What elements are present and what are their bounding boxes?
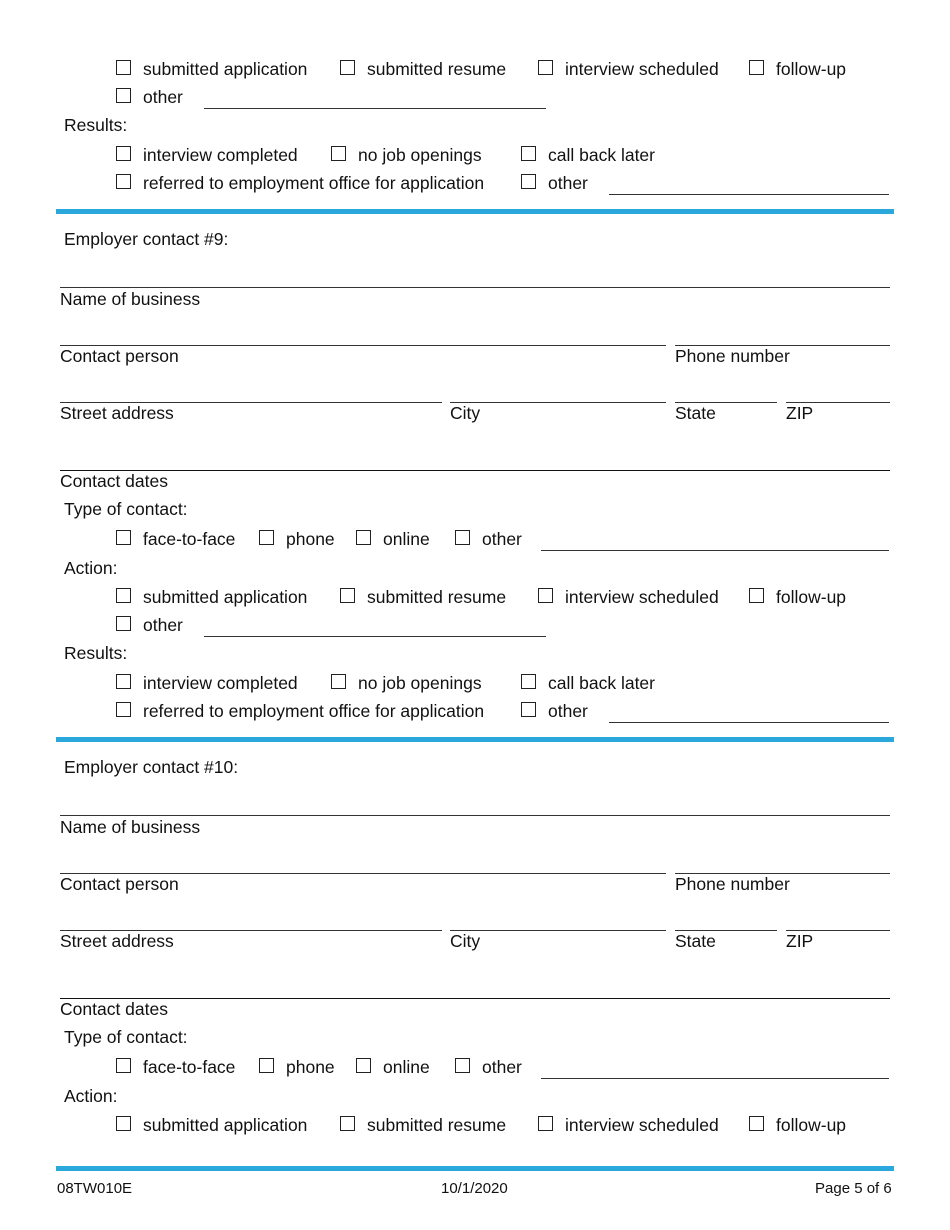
checkbox-results-other[interactable] — [521, 174, 536, 189]
label-submitted-resume: submitted resume — [367, 587, 507, 607]
label-type-other: other — [482, 529, 522, 549]
type-other-input-line[interactable] — [541, 550, 889, 551]
checkbox-action-other[interactable] — [116, 88, 131, 103]
label-follow-up: follow-up — [776, 1115, 847, 1135]
label-submitted-resume: submitted resume — [367, 1115, 507, 1135]
label-interview-completed: interview completed — [143, 145, 298, 165]
label-type-other: other — [482, 1057, 522, 1077]
checkbox-results-other[interactable] — [521, 702, 536, 717]
checkbox-interview-scheduled[interactable] — [538, 60, 553, 75]
label-street-address: Street address — [60, 931, 174, 951]
label-interview-completed: interview completed — [143, 673, 298, 693]
label-online: online — [383, 1057, 430, 1077]
label-no-job-openings: no job openings — [358, 145, 482, 165]
checkbox-submitted-application[interactable] — [116, 588, 131, 603]
checkbox-follow-up[interactable] — [749, 1116, 764, 1131]
label-contact-person: Contact person — [60, 874, 179, 894]
label-call-back-later: call back later — [548, 673, 655, 693]
type-of-contact-label: Type of contact: — [64, 1027, 188, 1047]
action-label: Action: — [64, 1086, 118, 1106]
label-action-other: other — [143, 615, 183, 635]
label-zip: ZIP — [786, 931, 814, 951]
action-other-input-line[interactable] — [204, 108, 546, 109]
footer-divider — [56, 1166, 894, 1171]
label-referred: referred to employment office for application — [143, 701, 485, 721]
checkbox-referred[interactable] — [116, 702, 131, 717]
label-follow-up: follow-up — [776, 587, 847, 607]
label-referred: referred to employment office for application — [143, 173, 485, 193]
checkbox-call-back-later[interactable] — [521, 146, 536, 161]
label-follow-up: follow-up — [776, 59, 847, 79]
checkbox-action-other[interactable] — [116, 616, 131, 631]
section-divider — [56, 737, 894, 742]
checkbox-interview-completed[interactable] — [116, 146, 131, 161]
checkbox-interview-completed[interactable] — [116, 674, 131, 689]
label-phone: phone — [286, 529, 335, 549]
label-name-of-business: Name of business — [60, 817, 201, 837]
contact-dates-input-line[interactable] — [60, 998, 890, 999]
checkbox-face-to-face[interactable] — [116, 530, 131, 545]
label-online: online — [383, 529, 430, 549]
results-label: Results: — [64, 643, 128, 663]
employer-contact-10-heading: Employer contact #10: — [64, 757, 239, 777]
city-input-line[interactable] — [450, 930, 666, 931]
checkbox-type-other[interactable] — [455, 1058, 470, 1073]
label-phone-number: Phone number — [675, 346, 790, 366]
label-action-other: other — [143, 87, 183, 107]
type-of-contact-label: Type of contact: — [64, 499, 188, 519]
checkbox-no-job-openings[interactable] — [331, 674, 346, 689]
checkbox-interview-scheduled[interactable] — [538, 1116, 553, 1131]
city-input-line[interactable] — [450, 402, 666, 403]
page-number: Page 5 of 6 — [815, 1180, 892, 1197]
checkbox-interview-scheduled[interactable] — [538, 588, 553, 603]
label-submitted-application: submitted application — [143, 59, 308, 79]
checkbox-submitted-resume[interactable] — [340, 60, 355, 75]
checkbox-no-job-openings[interactable] — [331, 146, 346, 161]
label-interview-scheduled: interview scheduled — [565, 1115, 719, 1135]
checkbox-call-back-later[interactable] — [521, 674, 536, 689]
action-label: Action: — [64, 558, 118, 578]
results-other-input-line[interactable] — [609, 722, 889, 723]
checkbox-submitted-resume[interactable] — [340, 1116, 355, 1131]
checkbox-referred[interactable] — [116, 174, 131, 189]
checkbox-submitted-application[interactable] — [116, 60, 131, 75]
label-submitted-resume: submitted resume — [367, 59, 507, 79]
action-other-input-line[interactable] — [204, 636, 546, 637]
revision-date: 10/1/2020 — [441, 1180, 508, 1197]
label-call-back-later: call back later — [548, 145, 655, 165]
type-other-input-line[interactable] — [541, 1078, 889, 1079]
label-submitted-application: submitted application — [143, 1115, 308, 1135]
checkbox-online[interactable] — [356, 1058, 371, 1073]
label-contact-dates: Contact dates — [60, 471, 168, 491]
checkbox-type-other[interactable] — [455, 530, 470, 545]
label-phone-number: Phone number — [675, 874, 790, 894]
label-face-to-face: face-to-face — [143, 1057, 236, 1077]
checkbox-phone[interactable] — [259, 530, 274, 545]
business-name-input-line[interactable] — [60, 815, 890, 816]
form-number: 08TW010E — [57, 1180, 133, 1197]
section-divider — [56, 209, 894, 214]
label-contact-person: Contact person — [60, 346, 179, 366]
label-street-address: Street address — [60, 403, 174, 423]
checkbox-phone[interactable] — [259, 1058, 274, 1073]
label-phone: phone — [286, 1057, 335, 1077]
checkbox-follow-up[interactable] — [749, 60, 764, 75]
label-interview-scheduled: interview scheduled — [565, 587, 719, 607]
label-results-other: other — [548, 173, 588, 193]
label-results-other: other — [548, 701, 588, 721]
label-submitted-application: submitted application — [143, 587, 308, 607]
label-name-of-business: Name of business — [60, 289, 201, 309]
results-other-input-line[interactable] — [609, 194, 889, 195]
label-no-job-openings: no job openings — [358, 673, 482, 693]
label-contact-dates: Contact dates — [60, 999, 168, 1019]
label-state: State — [675, 403, 716, 423]
contact-dates-input-line[interactable] — [60, 470, 890, 471]
checkbox-face-to-face[interactable] — [116, 1058, 131, 1073]
label-interview-scheduled: interview scheduled — [565, 59, 719, 79]
checkbox-follow-up[interactable] — [749, 588, 764, 603]
checkbox-submitted-application[interactable] — [116, 1116, 131, 1131]
label-city: City — [450, 931, 481, 951]
employer-contact-9-heading: Employer contact #9: — [64, 229, 229, 249]
label-face-to-face: face-to-face — [143, 529, 236, 549]
label-state: State — [675, 931, 716, 951]
checkbox-online[interactable] — [356, 530, 371, 545]
results-label: Results: — [64, 115, 128, 135]
checkbox-submitted-resume[interactable] — [340, 588, 355, 603]
label-zip: ZIP — [786, 403, 814, 423]
business-name-input-line[interactable] — [60, 287, 890, 288]
label-city: City — [450, 403, 481, 423]
